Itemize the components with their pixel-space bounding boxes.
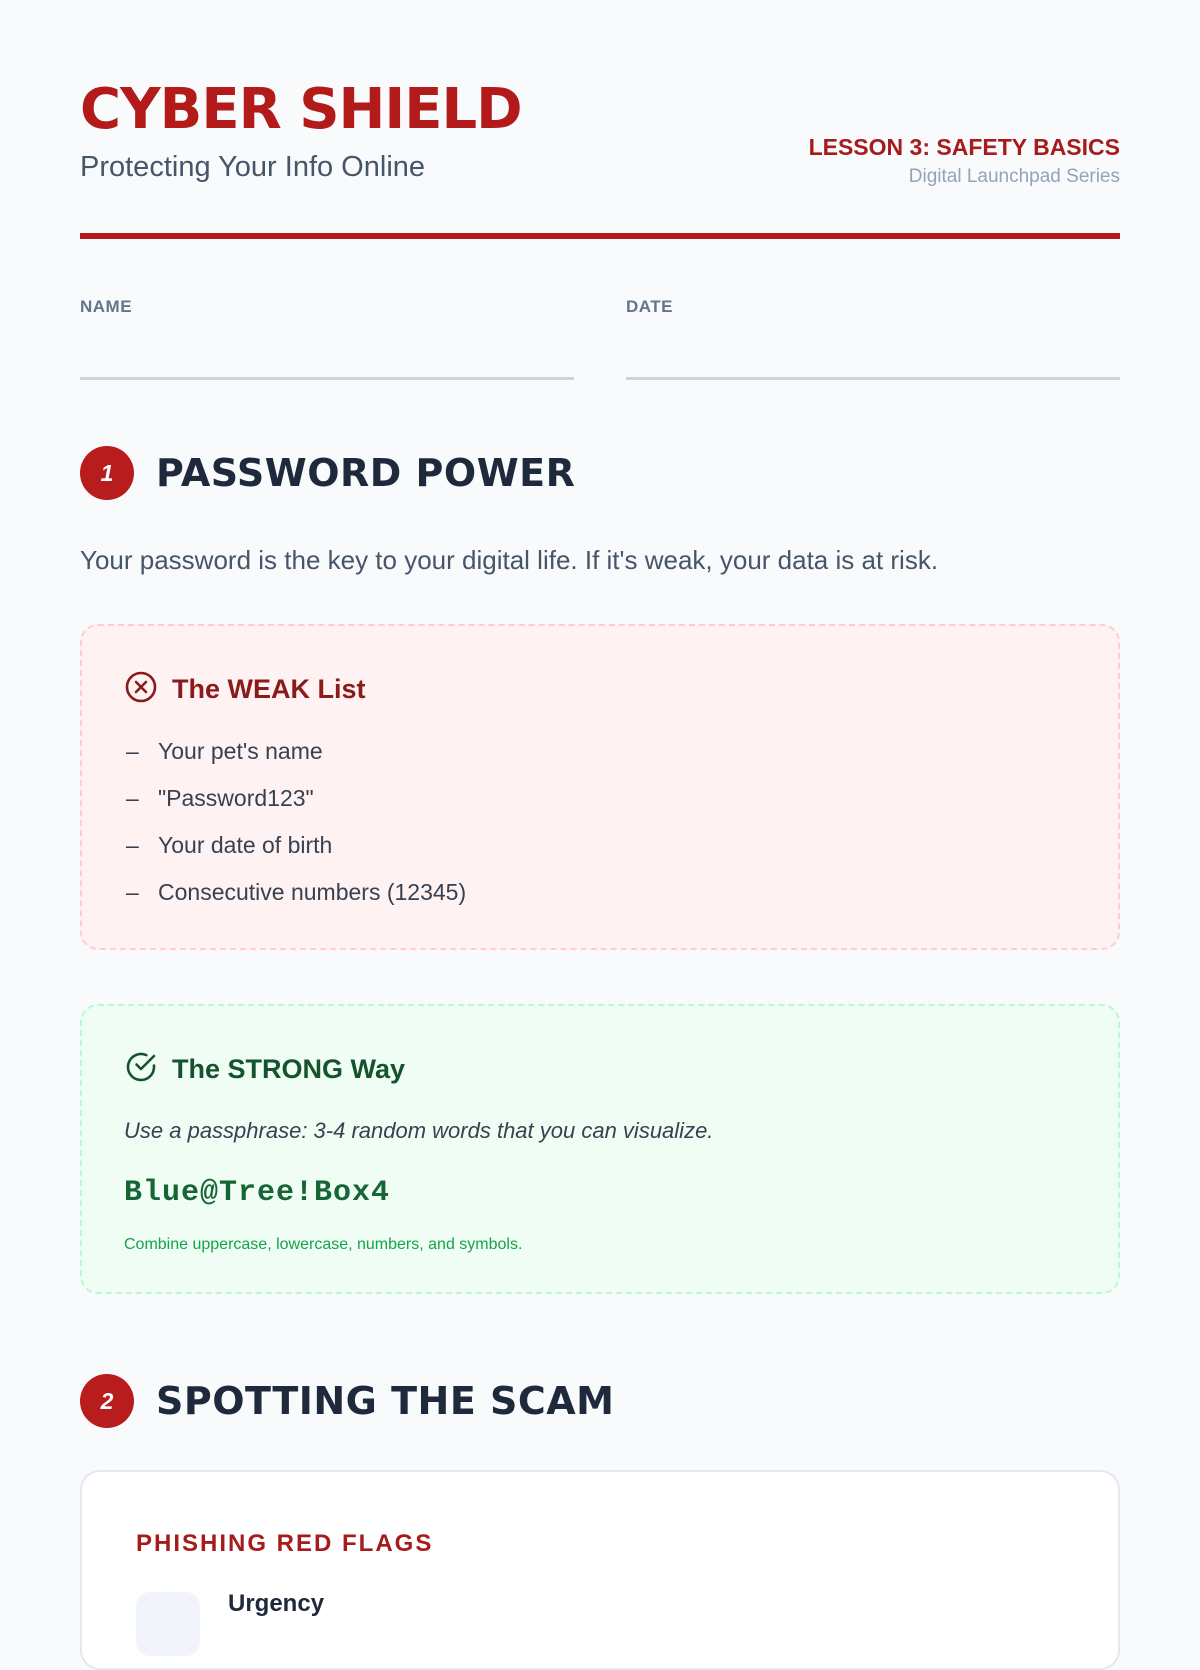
strong-way-heading: [124, 1050, 405, 1089]
dash-icon: –: [126, 738, 139, 764]
header-divider: [80, 233, 1120, 239]
section-1-intro: Your password is the key to your digital life. If it's weak, your data is at risk.: [80, 545, 939, 575]
dash-icon: –: [126, 785, 139, 811]
date-label: DATE: [626, 297, 674, 316]
strong-way-description: Use a passphrase: 3-4 random words that you can visualize.: [124, 1118, 714, 1143]
phishing-card-title: PHISHING RED FLAGS: [136, 1530, 434, 1557]
weak-list-box: [80, 624, 1120, 950]
check-circle-icon: [124, 1050, 158, 1089]
section-1-title: PASSWORD POWER: [156, 451, 576, 495]
name-field[interactable]: [80, 297, 574, 317]
list-item-text: Your pet's name: [158, 738, 323, 764]
worksheet-title: CYBER SHIELD: [80, 77, 522, 142]
phishing-item-label: Urgency: [228, 1590, 325, 1617]
section-1-heading: [80, 446, 575, 500]
x-circle-icon: [124, 670, 158, 709]
section-2-title: SPOTTING THE SCAM: [156, 1379, 615, 1423]
dash-icon: –: [126, 832, 139, 858]
section-1-number: 1: [80, 446, 134, 500]
date-field[interactable]: [626, 297, 1120, 317]
lesson-label: LESSON 3: SAFETY BASICS: [808, 134, 1120, 160]
name-line[interactable]: [80, 377, 574, 380]
date-line[interactable]: [626, 377, 1120, 380]
worksheet-subtitle: Protecting Your Info Online: [80, 151, 426, 183]
list-item: [126, 822, 466, 869]
weak-list-title: The WEAK List: [172, 674, 366, 704]
list-item-text: "Password123": [158, 785, 314, 811]
strong-way-title: The STRONG Way: [172, 1054, 406, 1084]
strong-way-note: Combine uppercase, lowercase, numbers, and symbols.: [124, 1236, 523, 1253]
section-2-number: 2: [80, 1374, 134, 1428]
weak-list: [126, 728, 466, 916]
list-item: [126, 869, 466, 916]
list-item-text: Your date of birth: [158, 832, 333, 858]
phishing-card: [80, 1470, 1120, 1670]
password-example: Blue@Tree!Box4: [124, 1176, 391, 1210]
list-item-text: Consecutive numbers (12345): [158, 879, 467, 905]
dash-icon: –: [126, 879, 139, 905]
worksheet-page: [80, 0, 1120, 1617]
series-label: Digital Launchpad Series: [908, 166, 1120, 187]
list-item: [126, 728, 466, 775]
list-item: [126, 775, 466, 822]
name-label: NAME: [80, 297, 133, 316]
worksheet-header: [80, 0, 1120, 240]
section-2-heading: [80, 1374, 615, 1428]
strong-way-box: [80, 1004, 1120, 1294]
weak-list-heading: [124, 670, 366, 709]
urgency-icon: [136, 1592, 200, 1656]
